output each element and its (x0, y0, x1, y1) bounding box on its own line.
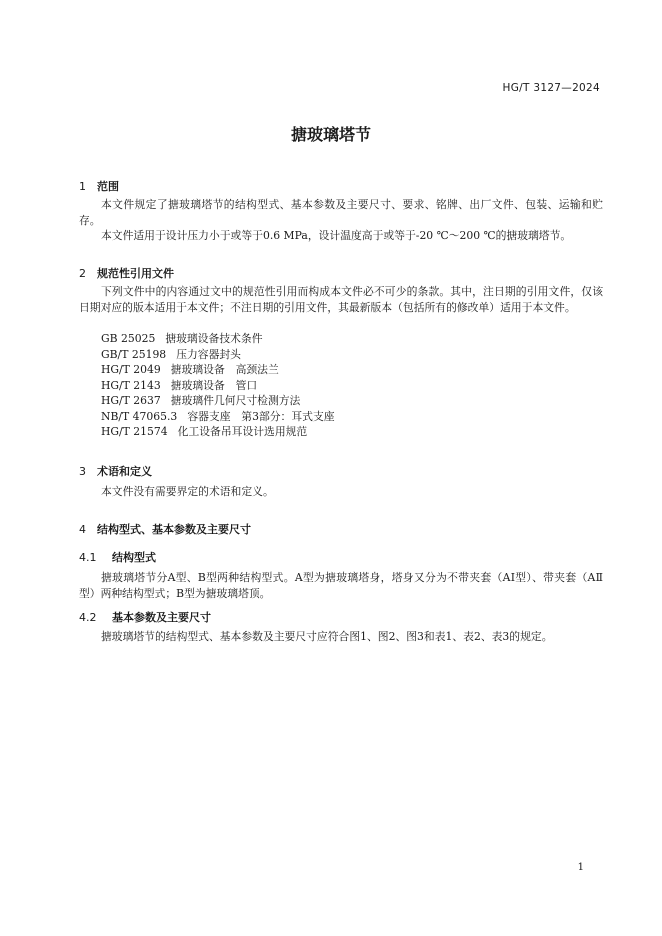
section-1-paragraph-2: 本文件适用于设计压力小于或等于0.6 MPa，设计温度高于或等于-20 ℃～200 ℃的搪玻璃塔节。 (101, 229, 572, 242)
section-3-paragraph: 本文件没有需要界定的术语和定义。 (101, 485, 274, 498)
reference-item (101, 424, 335, 440)
reference-title: 容器支座 第3部分：耳式支座 (187, 409, 335, 423)
section-number: 4 (79, 523, 86, 536)
reference-code: GB 25025 (101, 332, 156, 345)
reference-title: 搪玻璃件几何尺寸检测方法 (170, 394, 301, 407)
reference-code: HG/T 21574 (101, 425, 168, 438)
section-title: 结构型式、基本参数及主要尺寸 (97, 523, 251, 536)
reference-item (101, 393, 335, 409)
section-number: 4.1 (79, 551, 97, 564)
section-2-intro: 下列文件中的内容通过文中的规范性引用而构成本文件必不可少的条款。其中，注日期的引用文件，仅该日期对应的版本适用于本文件；不注日期的引用文件，其最新版本（包括所有的修改单）适用于本文件。 (79, 285, 603, 314)
section-4-2-heading (79, 609, 211, 625)
section-4-1-paragraph: 搪玻璃塔节分A型、B型两种结构型式。A型为搪玻璃塔身，塔身又分为不带夹套（AⅠ型）、带夹套（AⅡ型）两种结构型式；B型为搪玻璃塔顶。 (79, 571, 603, 600)
document-title: 搪玻璃塔节 (290, 125, 371, 144)
reference-list (101, 331, 335, 440)
reference-item (101, 362, 335, 378)
section-title: 基本参数及主要尺寸 (112, 611, 211, 624)
reference-code: GB/T 25198 (101, 347, 167, 361)
section-title: 结构型式 (112, 551, 156, 564)
reference-item (101, 331, 335, 347)
section-2-heading (79, 265, 174, 281)
reference-title: 搪玻璃设备技术条件 (165, 332, 263, 345)
section-number: 2 (79, 267, 86, 280)
section-4-2-paragraph: 搪玻璃塔节的结构型式、基本参数及主要尺寸应符合图1、图2、图3和表1、表2、表3的规定。 (101, 630, 553, 643)
reference-title: 化工设备吊耳设计选用规范 (177, 425, 308, 438)
reference-code: NB/T 47065.3 (101, 409, 178, 423)
reference-item (101, 409, 335, 425)
reference-item (101, 378, 335, 394)
standard-number: HG/T 3127—2024 (502, 82, 600, 94)
section-title: 术语和定义 (97, 465, 152, 478)
section-title: 范围 (97, 180, 119, 193)
section-1-heading (79, 178, 119, 194)
reference-title: 压力容器封头 (176, 347, 241, 361)
section-1-paragraph-1: 本文件规定了搪玻璃塔节的结构型式、基本参数及主要尺寸、要求、铭牌、出厂文件、包装、运输和贮存。 (79, 198, 603, 227)
section-title: 规范性引用文件 (97, 267, 174, 280)
reference-code: HG/T 2143 (101, 378, 161, 392)
reference-code: HG/T 2049 (101, 363, 161, 376)
section-3-heading (79, 463, 152, 479)
reference-code: HG/T 2637 (101, 394, 161, 407)
section-4-heading (79, 521, 251, 537)
reference-title: 搪玻璃设备 管口 (170, 378, 258, 392)
section-number: 4.2 (79, 611, 97, 624)
page-number: 1 (577, 862, 584, 873)
section-4-1-heading (79, 549, 156, 565)
reference-item (101, 347, 335, 363)
reference-title: 搪玻璃设备 高颈法兰 (170, 363, 279, 376)
section-number: 3 (79, 465, 86, 478)
section-number: 1 (79, 180, 86, 193)
